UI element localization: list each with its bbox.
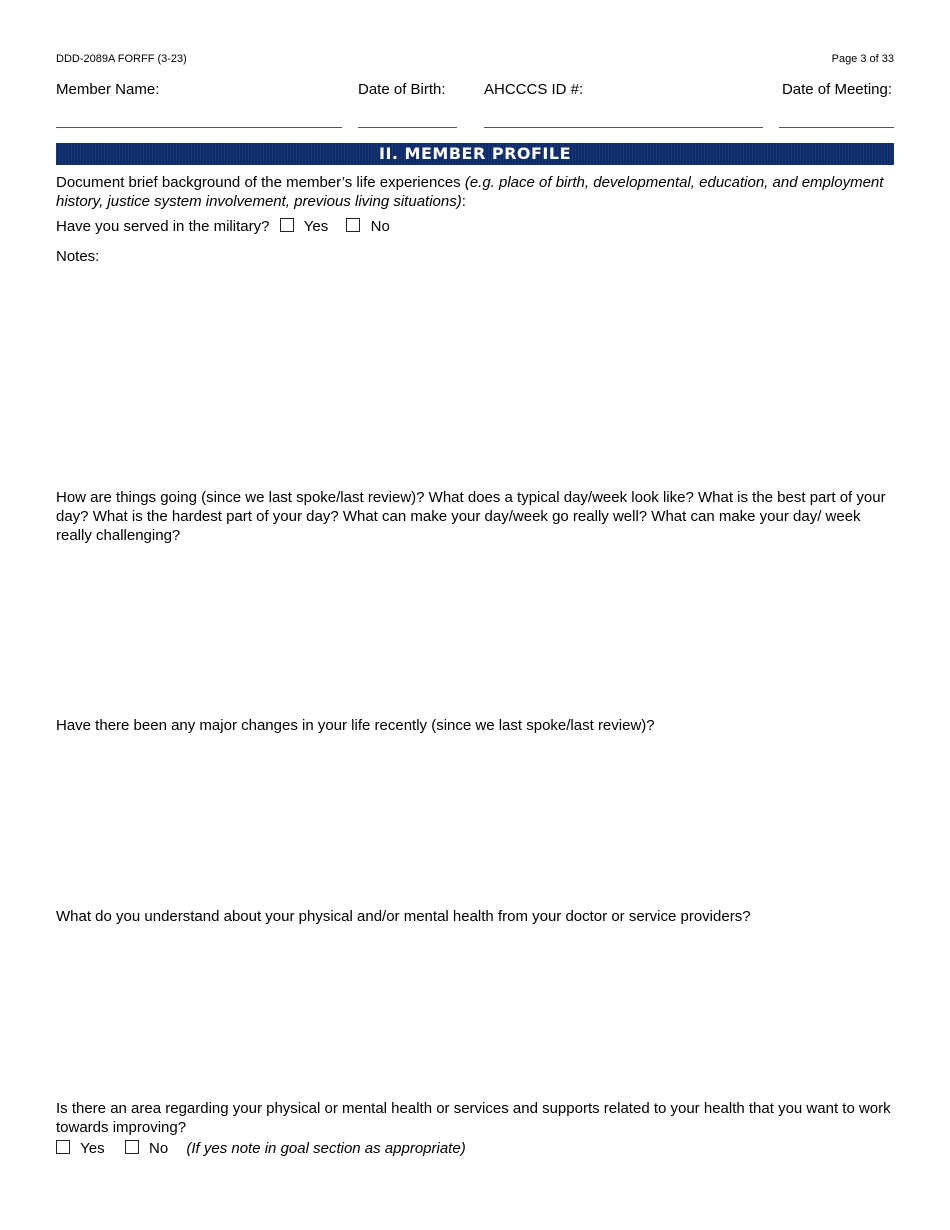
- improve-yes-checkbox[interactable]: [56, 1140, 70, 1154]
- background-examples: (e.g. place of birth, developmental, education, and employment history, justice system involvement, previous living situations): [56, 174, 884, 210]
- military-yes-checkbox[interactable]: [280, 218, 294, 232]
- meeting-date-label: Date of Meeting:: [781, 81, 892, 98]
- form-id: DDD-2089A FORFF (3-23): [56, 53, 187, 65]
- member-name-label: Member Name:: [56, 81, 160, 98]
- improve-no-label: No: [149, 1140, 169, 1157]
- question-typical-day: How are things going (since we last spoke/last review)? What does a typical day/week look like? What is the best part of your day? What is the hardest part of your day? What can make your day/week go really well? What can make your day/ week really challenging?: [56, 489, 886, 544]
- improve-yes-label: Yes: [80, 1140, 105, 1157]
- answer-typical-day[interactable]: [56, 550, 894, 710]
- notes-label: Notes:: [56, 248, 100, 265]
- answer-health-understanding[interactable]: [56, 932, 894, 1092]
- improve-no-checkbox[interactable]: [125, 1140, 139, 1154]
- dob-field[interactable]: [358, 127, 457, 128]
- question-major-changes: Have there been any major changes in your life recently (since we last spoke/last review)?: [56, 717, 655, 734]
- military-question: Have you served in the military?: [56, 218, 270, 235]
- page-number: Page 3 of 33: [831, 53, 894, 65]
- improve-note: (If yes note in goal section as appropriate): [186, 1140, 466, 1157]
- notes-area[interactable]: [56, 268, 894, 480]
- military-question-row: [56, 218, 390, 235]
- ahcccs-id-label: AHCCCS ID #:: [484, 81, 584, 98]
- answer-major-changes[interactable]: [56, 740, 894, 900]
- member-name-field[interactable]: [56, 127, 342, 128]
- dob-label: Date of Birth:: [358, 81, 446, 98]
- military-yes-label: Yes: [303, 218, 329, 235]
- section-title: II. MEMBER PROFILE: [56, 143, 894, 165]
- question-health-understanding: What do you understand about your physical and/or mental health from your doctor or service providers?: [56, 908, 751, 925]
- ahcccs-id-field[interactable]: [484, 127, 763, 128]
- background-instructions: [56, 173, 894, 211]
- question-health-improvement: Is there an area regarding your physical or mental health or services and supports related to your health that you want to work towards improving?: [56, 1100, 891, 1136]
- background-text: Document brief background of the member’s life experiences: [56, 174, 465, 191]
- background-colon: :: [461, 193, 466, 210]
- meeting-date-field[interactable]: [779, 127, 894, 128]
- military-no-label: No: [370, 218, 390, 235]
- military-no-checkbox[interactable]: [346, 218, 360, 232]
- improve-options-row: [56, 1140, 466, 1157]
